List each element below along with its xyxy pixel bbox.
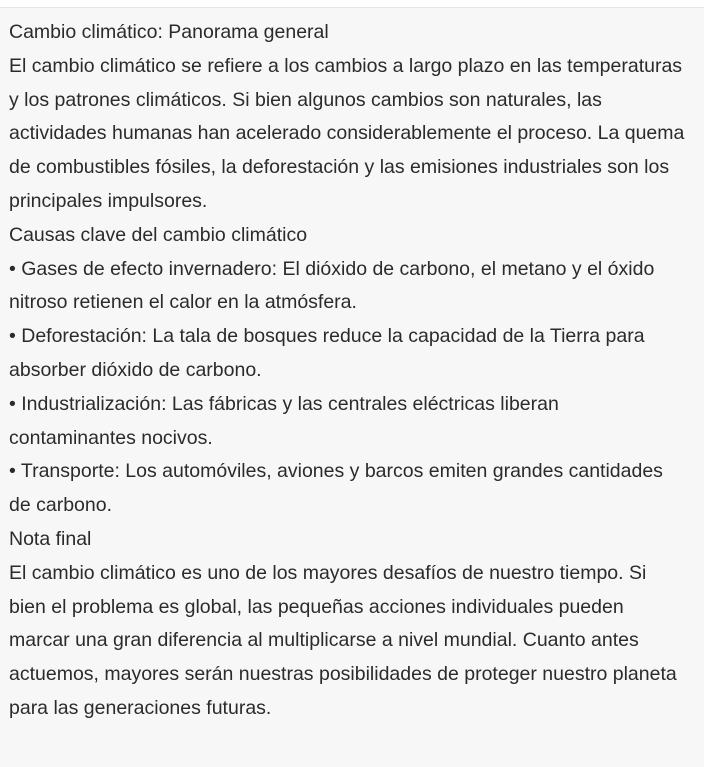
cause-item-industrialization: • Industrialización: Las fábricas y las centrales eléctricas liberan contaminantes nocivos. [9, 392, 559, 449]
document-body [0, 7, 704, 767]
causes-heading: Causas clave del cambio climático [9, 223, 308, 246]
intro-paragraph: El cambio climático se refiere a los cambios a largo plazo en las temperaturas y los patrones climáticos. Si bien algunos cambios son naturales, las actividades humanas han acelerado considerablemente el proceso. La quema de combustibles fósiles, la deforestación y las emisiones industriales son los principales impulsores. [9, 54, 685, 212]
document-title: Cambio climático: Panorama general [9, 21, 329, 43]
cause-item-greenhouse: • Gases de efecto invernadero: El dióxido de carbono, el metano y el óxido nitroso retienen el calor en la atmósfera. [9, 257, 655, 314]
cause-item-deforestation: • Deforestación: La tala de bosques reduce la capacidad de la Tierra para absorber dióxido de carbono. [9, 325, 645, 381]
final-heading: Nota final [9, 527, 92, 550]
final-paragraph: El cambio climático es uno de los mayores desafíos de nuestro tiempo. Si bien el problema es global, las pequeñas acciones individuales pueden marcar una gran diferencia al multiplicarse a nivel mundial. Cuanto antes actuemos, mayores serán nuestras posibilidades de proteger nuestro planeta para las generaciones futuras. [9, 561, 677, 719]
cause-item-transport: • Transporte: Los automóviles, aviones y barcos emiten grandes cantidades de carbono. [9, 460, 663, 517]
